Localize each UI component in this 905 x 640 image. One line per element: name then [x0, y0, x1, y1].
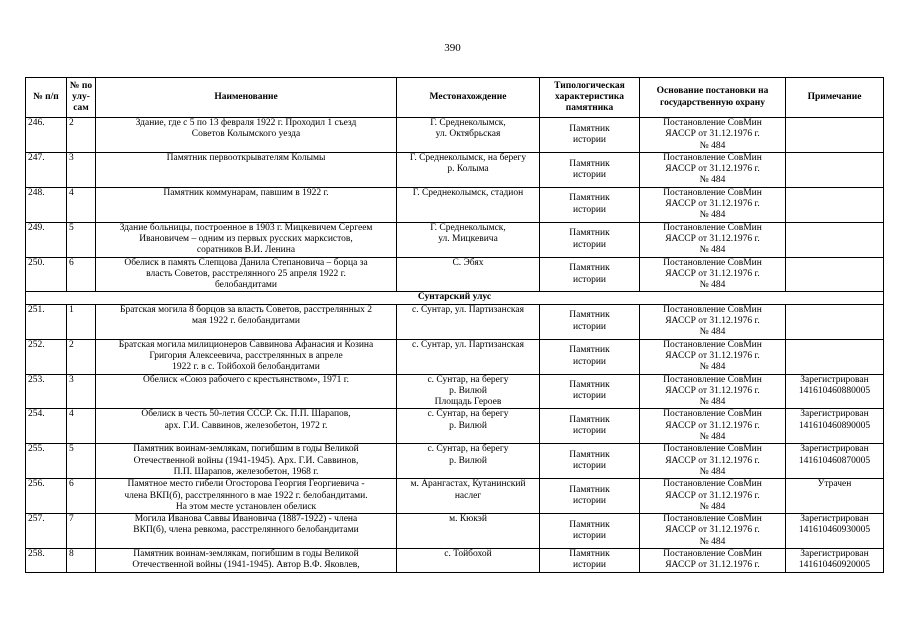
monument-note: Зарегистрирован 141610460870005	[786, 444, 884, 479]
monument-location: с. Сунтар, ул. Партизанская	[397, 304, 540, 339]
row-number: 247.	[26, 152, 67, 187]
row-number: 258.	[26, 548, 67, 572]
monument-type: Памятник истории	[540, 222, 640, 257]
monument-name: Братская могила милиционеров Саввинова Афанасия и Козина Григория Алексеевича, расстрелянных в апреле 1922 г. в с. Тойбохой белобандитами	[96, 339, 397, 374]
table-row	[26, 222, 884, 257]
protection-basis: Постановление СовМин ЯАССР от 31.12.1976 г. № 484	[640, 514, 786, 549]
monument-location: Г. Среднеколымск, на берегу р. Колыма	[397, 152, 540, 187]
table-row	[26, 444, 884, 479]
protection-basis: Постановление СовМин ЯАССР от 31.12.1976 г. № 484	[640, 409, 786, 444]
table-row	[26, 514, 884, 549]
row-local-number: 7	[67, 514, 96, 549]
monument-note: Утрачен	[786, 479, 884, 514]
monument-name: Памятник коммунарам, павшим в 1922 г.	[96, 187, 397, 222]
row-local-number: 2	[67, 118, 96, 153]
monument-note	[786, 304, 884, 339]
row-number: 256.	[26, 479, 67, 514]
monument-name: Памятник воинам-землякам, погибшим в годы Великой Отечественной войны (1941-1945). Арх. Г.И. Саввинов, П.П. Шарапов, железобетон, 1968 г.	[96, 444, 397, 479]
monument-location: с. Сунтар, ул. Партизанская	[397, 339, 540, 374]
table-row	[26, 374, 884, 409]
monument-type: Памятник истории	[540, 304, 640, 339]
monument-note: Зарегистрирован 141610460880005	[786, 374, 884, 409]
monument-name: Памятное место гибели Огосторова Георгия Георгиевича - члена ВКП(б), расстрелянного в мае 1922 г. белобандитами. На этом месте установлен обелиск	[96, 479, 397, 514]
protection-basis: Постановление СовМин ЯАССР от 31.12.1976 г. № 484	[640, 374, 786, 409]
protection-basis: Постановление СовМин ЯАССР от 31.12.1976 г. № 484	[640, 304, 786, 339]
monument-location: м. Кюкэй	[397, 514, 540, 549]
header-location: Местонахождение	[397, 78, 540, 118]
monument-name: Обелиск «Союз рабочего с крестьянством», 1971 г.	[96, 374, 397, 409]
table-body-after	[26, 304, 884, 572]
protection-basis: Постановление СовМин ЯАССР от 31.12.1976 г. № 484	[640, 444, 786, 479]
table-row	[26, 304, 884, 339]
table-row	[26, 257, 884, 292]
row-local-number: 8	[67, 548, 96, 572]
monument-location: Г. Среднеколымск, ул. Мицкевича	[397, 222, 540, 257]
row-local-number: 4	[67, 409, 96, 444]
row-local-number: 6	[67, 257, 96, 292]
monument-note	[786, 187, 884, 222]
header-basis: Основание постановки на государственную охрану	[640, 78, 786, 118]
row-local-number: 2	[67, 339, 96, 374]
monument-type: Памятник истории	[540, 152, 640, 187]
monument-name: Братская могила 8 борцов за власть Советов, расстрелянных 2 мая 1922 г. белобандитами	[96, 304, 397, 339]
monument-note: Зарегистрирован 141610460920005	[786, 548, 884, 572]
header-type: Типологическая характеристика памятника	[540, 78, 640, 118]
monument-location: с. Сунтар, на берегу р. Вилюй Площадь Героев	[397, 374, 540, 409]
header-num: № п/п	[26, 78, 67, 118]
row-number: 257.	[26, 514, 67, 549]
monument-location: с. Сунтар, на берегу р. Вилюй	[397, 444, 540, 479]
table-row	[26, 409, 884, 444]
monument-location: с. Сунтар, на берегу р. Вилюй	[397, 409, 540, 444]
monument-location: Г. Среднеколымск, стадион	[397, 187, 540, 222]
row-number: 250.	[26, 257, 67, 292]
region-title: Сунтарский улус	[26, 292, 884, 304]
monument-name: Здание больницы, построенное в 1903 г. Мицкевичем Сергеем Ивановичем – одним из первых русских марксистов, соратников В.И. Ленина	[96, 222, 397, 257]
protection-basis: Постановление СовМин ЯАССР от 31.12.1976 г. № 484	[640, 187, 786, 222]
header-local-num: № по улу-сам	[67, 78, 96, 118]
monument-type: Памятник истории	[540, 444, 640, 479]
monument-name: Обелиск в память Слепцова Данила Степановича – борца за власть Советов, расстрелянного 25 апреля 1922 г. белобандитами	[96, 257, 397, 292]
row-number: 246.	[26, 118, 67, 153]
region-row	[26, 292, 884, 304]
row-local-number: 6	[67, 479, 96, 514]
protection-basis: Постановление СовМин ЯАССР от 31.12.1976 г. № 484	[640, 222, 786, 257]
table-row	[26, 118, 884, 153]
protection-basis: Постановление СовМин ЯАССР от 31.12.1976 г. № 484	[640, 257, 786, 292]
monument-name: Могила Иванова Саввы Ивановича (1887-1922) - члена ВКП(б), члена ревкома, расстрелянного белобандитами	[96, 514, 397, 549]
row-number: 249.	[26, 222, 67, 257]
table-row	[26, 479, 884, 514]
row-local-number: 1	[67, 304, 96, 339]
monuments-table	[25, 77, 884, 573]
protection-basis: Постановление СовМин ЯАССР от 31.12.1976 г.	[640, 548, 786, 572]
monument-location: м. Арангастах, Кутанинский наслег	[397, 479, 540, 514]
monument-type: Памятник истории	[540, 548, 640, 572]
monument-note: Зарегистрирован 141610460930005	[786, 514, 884, 549]
row-local-number: 5	[67, 222, 96, 257]
protection-basis: Постановление СовМин ЯАССР от 31.12.1976 г. № 484	[640, 152, 786, 187]
monument-name: Памятник первооткрывателям Колымы	[96, 152, 397, 187]
monument-note	[786, 222, 884, 257]
protection-basis: Постановление СовМин ЯАССР от 31.12.1976 г. № 484	[640, 479, 786, 514]
monument-type: Памятник истории	[540, 374, 640, 409]
table-row	[26, 152, 884, 187]
row-local-number: 3	[67, 152, 96, 187]
monument-type: Памятник истории	[540, 118, 640, 153]
monument-type: Памятник истории	[540, 339, 640, 374]
row-number: 252.	[26, 339, 67, 374]
row-number: 251.	[26, 304, 67, 339]
table-row	[26, 548, 884, 572]
row-number: 254.	[26, 409, 67, 444]
row-number: 248.	[26, 187, 67, 222]
monument-location: Г. Среднеколымск, ул. Октябрьская	[397, 118, 540, 153]
monument-note	[786, 152, 884, 187]
monument-note	[786, 339, 884, 374]
monument-name: Здание, где с 5 по 13 февраля 1922 г. Проходил 1 съезд Советов Колымского уезда	[96, 118, 397, 153]
header-note: Примечание	[786, 78, 884, 118]
row-number: 253.	[26, 374, 67, 409]
page-number: 390	[444, 42, 461, 54]
monument-name: Обелиск в честь 50-летия СССР. Ск. П.П. Шарапов, арх. Г.И. Саввинов, железобетон, 1972 г.	[96, 409, 397, 444]
table-row	[26, 187, 884, 222]
row-number: 255.	[26, 444, 67, 479]
region-section	[26, 292, 884, 304]
monument-type: Памятник истории	[540, 479, 640, 514]
monument-note: Зарегистрирован 141610460890005	[786, 409, 884, 444]
monument-type: Памятник истории	[540, 257, 640, 292]
row-local-number: 4	[67, 187, 96, 222]
monument-type: Памятник истории	[540, 514, 640, 549]
monument-type: Памятник истории	[540, 409, 640, 444]
table-header-row	[26, 78, 884, 118]
monument-note	[786, 257, 884, 292]
header-name: Наименование	[96, 78, 397, 118]
monument-type: Памятник истории	[540, 187, 640, 222]
row-local-number: 5	[67, 444, 96, 479]
monument-note	[786, 118, 884, 153]
monument-location: С. Эбях	[397, 257, 540, 292]
row-local-number: 3	[67, 374, 96, 409]
table-row	[26, 339, 884, 374]
protection-basis: Постановление СовМин ЯАССР от 31.12.1976 г. № 484	[640, 339, 786, 374]
protection-basis: Постановление СовМин ЯАССР от 31.12.1976 г. № 484	[640, 118, 786, 153]
monument-name: Памятник воинам-землякам, погибшим в годы Великой Отечественной войны (1941-1945). Автор В.Ф. Яковлев,	[96, 548, 397, 572]
table-body-before	[26, 118, 884, 292]
monument-location: с. Тойбохой	[397, 548, 540, 572]
